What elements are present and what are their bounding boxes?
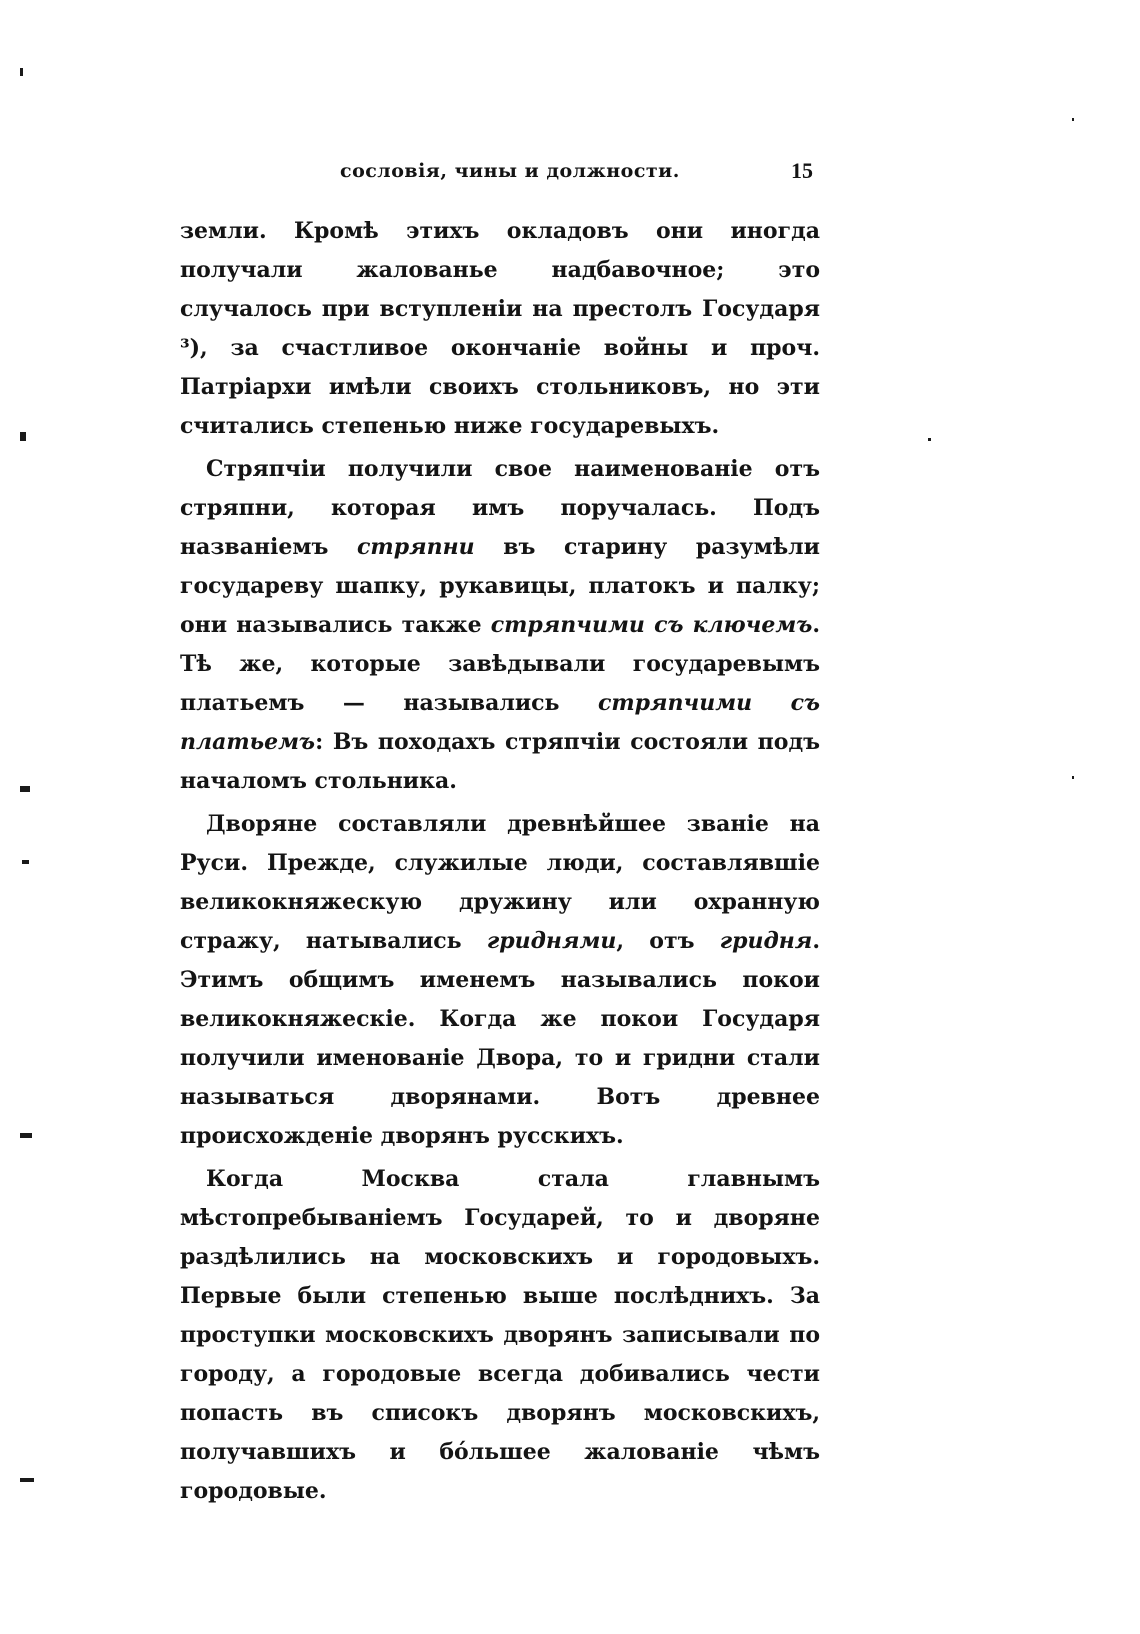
running-title: сословія, чины и должности. [340,160,680,182]
scan-speck [1072,776,1074,779]
scan-speck [928,438,931,441]
paragraph-2-text-4: : Въ походахъ стряпчіи состояли подъ началомъ стольника. [180,729,820,794]
body-text [180,212,820,1515]
paragraph-3 [180,805,820,1156]
scan-speck [20,68,23,76]
italic-term: стряпни [357,534,475,560]
paragraph-2-text-1: Стряпчіи получили свое наименованіе отъ стряпни, которая имъ поручалась. Подъ названіемъ [180,456,820,560]
paragraph-1-text: земли. Кромѣ этихъ окладовъ они иногда получали жалованье надбавочное; это случалось при вступленіи на престолъ Государя ³), за счастливое окончаніе войны и проч. Патріархи имѣли своихъ стольниковъ, но эти считались степенью ниже государевыхъ. [180,218,820,439]
paragraph-4-text: Когда Москва стала главнымъ мѣстопребываніемъ Государей, то и дворяне раздѣлились на московскихъ и городовыхъ. Первые были степенью выше послѣднихъ. За проступки московскихъ дворянъ записывали по городу, а городовые всегда добивались чести попасть въ списокъ дворянъ московскихъ, получавшихъ и бо́льшее жалованіе чѣмъ городовые. [180,1166,820,1504]
paragraph-2 [180,450,820,801]
paragraph-1 [180,212,820,446]
scan-speck [22,860,29,864]
paragraph-3-text-1: Дворяне составляли древнѣйшее званіе на Руси. Прежде, служилые люди, составлявшіе великокняжескую дружину или охранную стражу, натывались [180,811,820,954]
paragraph-2-text-3: . Тѣ же, которые завѣдывали государевымъ платьемъ — назывались [180,612,820,716]
italic-term: стряпчими съ ключемъ [490,612,813,638]
paragraph-2-text-2: въ старину разумѣли государеву шапку, рукавицы, платокъ и палку; они назывались также [180,534,820,638]
scan-speck [20,432,26,441]
paragraph-3-text-3: . Этимъ общимъ именемъ назывались покои великокняжескіе. Когда же покои Государя получили именованіе Двора, то и гридни стали называться дворянами. Вотъ древнее происхожденіе дворянъ русскихъ. [180,928,820,1149]
paragraph-3-text-2: , отъ [616,928,720,954]
italic-term: гриднями [486,928,617,954]
scan-speck [1072,118,1074,121]
italic-term: гридня [719,928,813,954]
italic-term: стряпчими съ платьемъ [180,690,820,755]
paragraph-4 [180,1160,820,1511]
running-head [180,160,825,196]
scan-speck [20,1478,34,1482]
scan-speck [20,786,30,792]
scan-speck [20,1133,32,1138]
page-number: 15 [791,158,813,183]
